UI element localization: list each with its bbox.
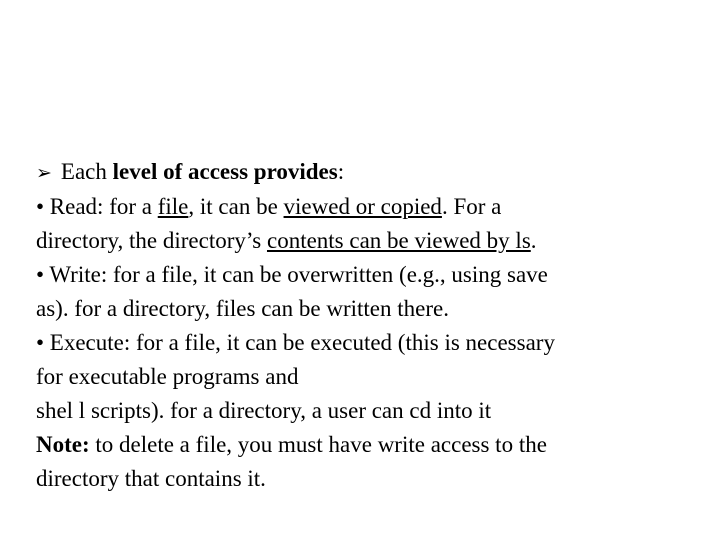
intro-lead: Each — [60, 159, 113, 184]
execute-line-1: • Execute: for a file, it can be executed (this is necessary — [36, 330, 555, 355]
read-viewed: viewed or copied — [283, 194, 442, 219]
execute-line-3: shel l scripts). for a directory, a user can cd into it — [36, 398, 492, 423]
slide-body — [36, 155, 706, 496]
read-file: file — [157, 194, 189, 219]
write-line-1: • Write: for a file, it can be overwritten (e.g., using save — [36, 262, 548, 287]
execute-line-2: for executable programs and — [36, 364, 299, 389]
read-contents: contents can be viewed by ls — [266, 228, 531, 253]
read-c: . For a — [441, 194, 502, 219]
note-line-2: directory that contains it. — [36, 466, 266, 491]
intro-bold: level of access provides — [112, 159, 338, 184]
intro-line — [36, 155, 706, 190]
read-d: directory, the directory’s — [36, 228, 267, 253]
read-line-1 — [36, 190, 706, 224]
note-label: Note: — [36, 432, 90, 457]
note-line-1 — [36, 428, 706, 462]
write-line-2: as). for a directory, files can be written there. — [36, 296, 449, 321]
read-a: • Read: for a — [36, 194, 158, 219]
read-line-2 — [36, 224, 706, 258]
arrow-bullet-icon: ➢ — [36, 162, 52, 184]
intro-tail: : — [337, 159, 345, 184]
read-b: , it can be — [188, 194, 284, 219]
read-e: . — [530, 228, 537, 253]
note-text-1: to delete a file, you must have write access to the — [89, 432, 547, 457]
